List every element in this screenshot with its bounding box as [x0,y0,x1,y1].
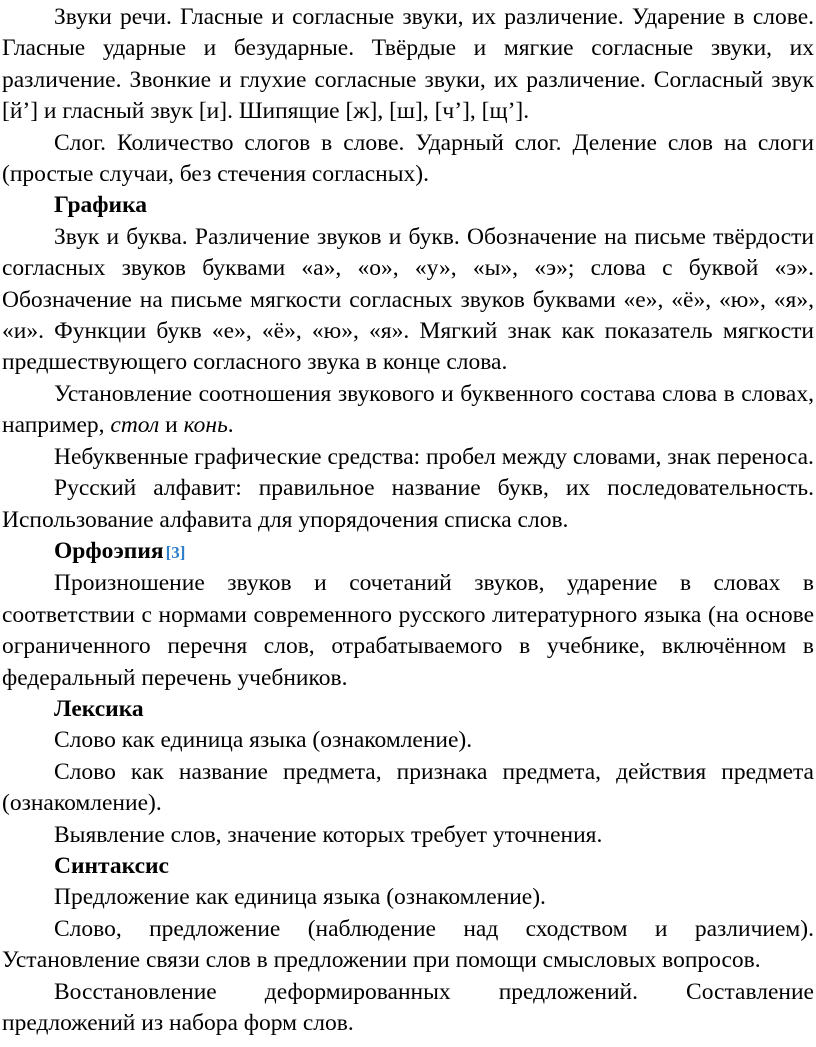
example-word-kon: конь [183,412,228,439]
paragraph-deformed-sentences: Восстановление деформированных предложений. Составление предложений из набора форм слов. [2,978,814,1036]
paragraph-sound-letter-composition [2,379,814,442]
paragraph-sound-and-letter: Звук и буква. Различение звуков и букв. Обозначение на письме твёрдости согласных звуков буквами «а», «о», «у», «ы», «э»; слова с буквой «э». Обозначение на письме мягкости согласных звуков буквами «е», «ё», «ю», «я», «и». Функции букв «е», «ё», «ю», «я». Мягкий знак как показатель мягкости предшествующего согласного звука в конце слова. [2,223,814,376]
paragraph-pronunciation: Произношение звуков и сочетаний звуков, ударение в словах в соответствии с нормами современного русского литературного языка (на основе ограниченного перечня слов, отрабатываемого в учебнике, включённом в федеральный перечень учебников. [2,570,814,691]
footnote-reference-link[interactable]: [3] [165,542,186,562]
heading-leksika: Лексика [54,695,144,722]
paragraph-word-name: Слово как название предмета, признака предмета, действия предмета (ознакомление). [2,758,814,817]
paragraph-text: Установление соотношения звукового и буквенного состава слова в словах, например, [2,380,814,439]
heading-text: Орфоэпия [54,537,164,564]
period: . [227,412,234,439]
paragraph-graphic-means: Небуквенные графические средства: пробел между словами, знак переноса. [54,443,814,470]
paragraph-sentence-unit: Предложение как единица языка (ознакомление). [54,884,546,911]
paragraph-alphabet: Русский алфавит: правильное название букв, их последовательность. Использование алфавита для упорядочения списка слов. [2,475,814,533]
heading-grafika: Графика [54,192,148,219]
paragraph-word-unit: Слово как единица языка (ознакомление). [54,727,473,754]
paragraph-sounds: Звуки речи. Гласные и согласные звуки, их различение. Ударение в слове. Гласные ударные и безударные. Твёрдые и мягкие согласные звуки, их различение. Звонкие и глухие согласные звуки, их различение. Согласный звук [й’] и гласный звук [и]. Шипящие [ж], [ш], [ч’], [щ’]. [2,4,814,125]
paragraph-word-meaning: Выявление слов, значение которых требует уточнения. [54,821,603,848]
paragraph-word-sentence: Слово, предложение (наблюдение над сходством и различием). Установление связи слов в предложении при помощи смысловых вопросов. [2,915,814,974]
paragraph-syllables: Слог. Количество слогов в слове. Ударный слог. Деление слов на слоги (простые случаи, без стечения согласных). [2,129,814,188]
heading-orfoepiya [2,536,814,568]
heading-sintaksis: Синтаксис [54,852,169,879]
example-word-stol: стол [110,412,160,439]
conjunction: и [159,412,184,439]
